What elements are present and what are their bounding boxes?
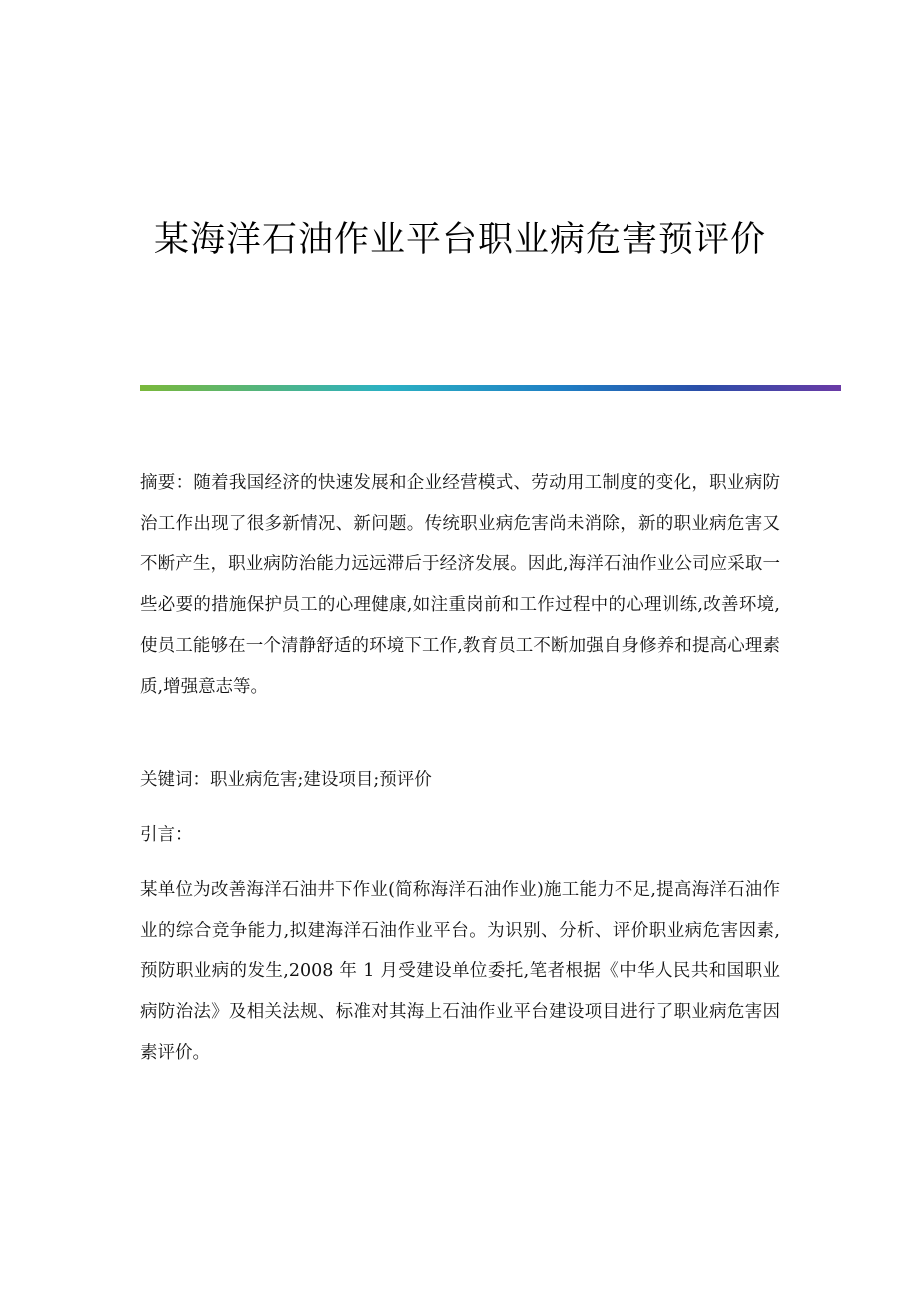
abstract-paragraph: 摘要：随着我国经济的快速发展和企业经营模式、劳动用工制度的变化，职业病防治工作出现了很多新情况、新问题。传统职业病危害尚未消除，新的职业病危害又不断产生，职业病防治能力远远滞后于经济发展。因此,海洋石油作业公司应采取一些必要的措施保护员工的心理健康,如注重岗前和工作过程中的心理训练,改善环境,使员工能够在一个清静舒适的环境下工作,教育员工不断加强自身修养和提高心理素质,增强意志等。 bbox=[140, 473, 780, 697]
intro-paragraph: 某单位为改善海洋石油井下作业(简称海洋石油作业)施工能力不足,提高海洋石油作业的综合竞争能力,拟建海洋石油作业平台。为识别、分析、评价职业病危害因素,预防职业病的发生,2008 年 1 月受建设单位委托,笔者根据《中华人民共和国职业病防治法》及相关法规、标准对其海上石油作业平台建设项目进行了职业病危害因素评价。 bbox=[140, 880, 780, 1063]
title-divider bbox=[140, 385, 841, 391]
page-title: 某海洋石油作业平台职业病危害预评价 bbox=[153, 220, 766, 260]
keywords-line: 关键词：职业病危害;建设项目;预评价 bbox=[140, 770, 432, 790]
intro-heading: 引言： bbox=[140, 825, 193, 845]
